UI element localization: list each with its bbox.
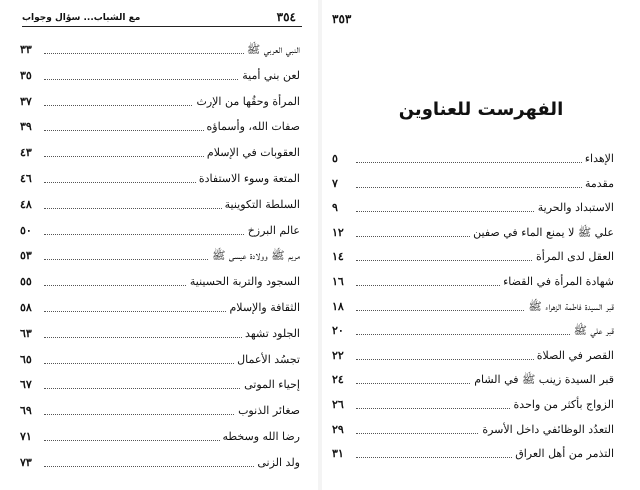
toc-entry-title: السجود والتربة الحسينية [187,273,300,291]
toc-entry-title: رضا الله وسخطه [220,428,301,446]
toc-entry-page: ٥٣ [20,249,32,263]
toc-entry-page: ٣٩ [20,120,32,134]
toc-entry-title: المتعة وسوء الاستفادة [196,170,300,188]
toc-entry-title: الجلود تشهد [242,325,300,343]
toc-entry [20,299,300,317]
toc-entry-title: ولد الزنى [254,454,300,472]
toc-entry-page: ٦٩ [20,404,32,418]
right-page [322,0,640,490]
toc-entry-title: الثقافة والإسلام [226,299,300,317]
toc-entry [20,428,300,446]
toc-entry [332,421,614,439]
toc-entry-page: ٢٤ [332,373,344,387]
toc-entry-page: ٢٢ [332,348,344,362]
toc-entry-page: ٤٣ [20,146,32,160]
left-page [0,0,318,490]
toc-entry-title: لعن بني أمية [239,67,300,85]
toc-entry-page: ٢٠ [332,324,344,338]
toc-entry-page: ٦٥ [20,352,32,366]
toc-entry-page: ٥٨ [20,301,32,314]
page-number: ٣٥٣ [332,12,352,26]
toc-entry [20,144,300,162]
toc-entry-title: علي ﷺ لا يمنع الماء في صفين [470,224,614,242]
toc-entry [20,93,300,111]
toc-entry-page: ٥٠ [20,223,32,237]
toc-entry-title: مريم ﷺ وولادة عيسى ﷺ [209,247,300,265]
toc-entry [20,273,300,291]
running-header [22,10,302,27]
toc-entry-page: ١٦ [332,275,344,288]
toc-entry [20,67,300,85]
toc-entry [20,118,300,136]
toc-entry-title: العقوبات في الإسلام [204,144,300,162]
toc-entry-title: النبي العربي ﷺ [244,41,300,59]
toc-entry [332,445,614,463]
toc-entry [332,273,614,291]
toc-entry-page: ٩ [332,201,338,215]
toc-entry-title: الاستبداد والحرية [535,199,614,217]
toc-entry [20,41,300,59]
toc-entry [332,150,614,168]
toc-entry [332,347,614,365]
toc-entry-title: الإهداء [582,150,614,168]
toc-entry-title: صفات الله، وأسماؤه [204,118,300,136]
toc-entry-title: إحياء الموتى [241,376,300,394]
toc-entry-page: ٥٥ [20,275,32,289]
toc-entry-page: ٢٦ [332,398,344,411]
toc-entry-title: العقل لدى المرأة [533,248,614,266]
toc-entry-page: ٣١ [332,447,344,461]
toc-entry-title: التعدُد الوظائفي داخل الأسرة [479,421,614,439]
toc-entry [20,222,300,240]
toc-entry [20,454,300,472]
toc-entry [332,199,614,217]
toc-entry [332,396,614,414]
toc-entry [332,322,614,340]
toc-entry-page: ٣٣ [20,43,32,56]
toc-entry [20,376,300,394]
toc-entry-page: ١٤ [332,250,344,264]
toc-entry [332,224,614,242]
toc-entry-title: التذمر من أهل العراق [512,445,614,463]
running-title: مع الشباب... سؤال وجواب [22,13,141,23]
toc-entry [20,351,300,369]
toc-entry-page: ٦٣ [20,326,32,340]
toc-entry-title: مقدمة [582,175,614,193]
toc-heading: الفهرست للعناوين [398,99,564,120]
toc-entry-page: ٧١ [20,430,32,443]
toc-entry-page: ٤٨ [20,197,32,211]
toc-entry [20,247,300,265]
toc-entry-page: ٤٦ [20,172,32,185]
toc-entry-title: شهادة المرأة في القضاء [500,273,614,291]
toc-entry-title: عالم البرزخ [245,222,300,240]
toc-entry-title: قبر السيدة فاطمة الزهراء ﷺ [525,298,614,316]
toc-entry [332,248,614,266]
dot-leader [356,187,614,188]
toc-entry [20,402,300,420]
page-number: ٣٥٤ [276,10,296,24]
toc-entry-title: تجسُد الأعمال [234,351,300,369]
toc-entry-title: قبر علي ﷺ [571,322,614,340]
toc-entry-page: ٧٣ [20,455,32,469]
toc-entry [20,196,300,214]
dot-leader [356,162,614,163]
toc-entry-page: ٢٩ [332,422,344,436]
toc-entry [20,170,300,188]
toc-entry-page: ١٨ [332,299,344,313]
toc-entry-page: ٥ [332,152,338,165]
toc-entry-page: ٧ [332,176,338,190]
toc-entry-page: ٣٥ [20,68,32,82]
toc-entry-page: ٦٧ [20,378,32,392]
toc-entry [332,371,614,389]
toc-entry-title: صغائر الذنوب [235,402,300,420]
toc-entry [332,175,614,193]
toc-entry [332,298,614,316]
toc-entry-page: ١٢ [332,225,344,239]
toc-entry-title: السلطة التكوينية [222,196,300,214]
toc-entry-title: القصر في الصلاة [534,347,614,365]
toc-entry-title: الزواج بأكثر من واحدة [511,396,614,414]
toc-entry-title: المرأة وحقُها من الإرث [193,93,300,111]
toc-entry [20,325,300,343]
toc-entry-title: قبر السيدة زينب ﷺ في الشام [471,371,614,389]
toc-entry-page: ٣٧ [20,94,32,108]
